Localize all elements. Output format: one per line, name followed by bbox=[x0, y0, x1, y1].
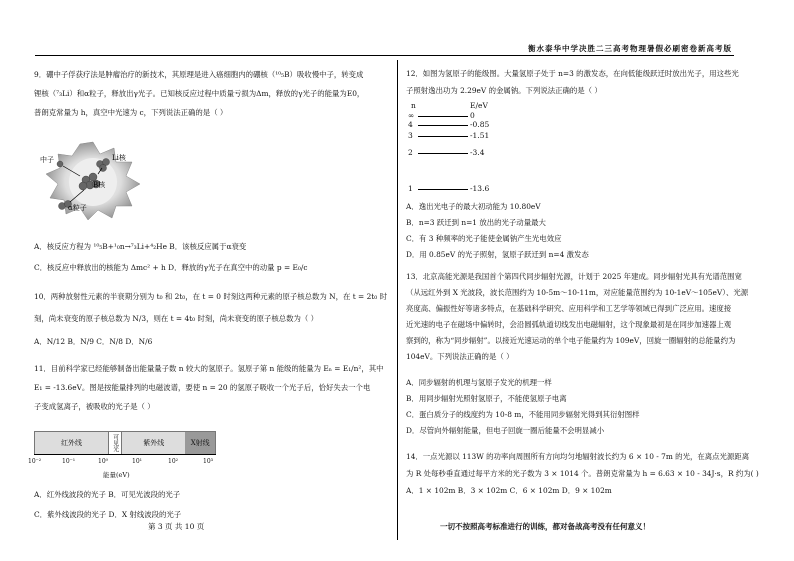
q11-line-1: 11．目前科学家已经能够制备出能量量子数 n 较大的氢原子。氢原子第 n 能级的能量为 Eₙ = E₁/n²，其中 bbox=[34, 364, 384, 373]
tick-1: 10⁻¹ bbox=[62, 458, 76, 465]
column-divider bbox=[397, 60, 398, 540]
tick-4: 10² bbox=[168, 458, 179, 465]
level-n-1: 1 bbox=[408, 184, 413, 193]
q11-opt-ab: A．红外线波段的光子 B．可见光波段的光子 bbox=[34, 490, 181, 499]
level-n-2: 2 bbox=[408, 148, 413, 157]
energy-level-diagram bbox=[408, 101, 518, 196]
q10-options: A．N/12 B．N/9 C．N/8 D．N/6 bbox=[34, 337, 153, 346]
q9-opt-ab: A．核反应方程为 ¹⁰₅B+¹₀n→⁷₃Li+⁴₂He B．该核反应属于α衰变 bbox=[34, 242, 247, 251]
q13-opt-d: D．尽管向外辐射能量，但电子回旋一圈后能量不会明显减小 bbox=[406, 426, 605, 435]
q10-line-1: 10．两种放射性元素的半衰期分别为 t₀ 和 2t₀，在 t = 0 时刻这两种元素的原子核总数为 N，在 t = 2t₀ 时 bbox=[34, 292, 387, 301]
q13-line-4: 近光速的电子在磁场中偏转时，会沿圆弧轨道切线发出电磁辐射，这个现象最初是在同步加速器上观 bbox=[406, 320, 732, 329]
page-header: 衡水泰华中学决胜二三高考物理暑假必刷密卷新高考版 bbox=[528, 44, 732, 53]
level-n-inf: ∞ bbox=[408, 111, 415, 120]
q13-line-6: 104eV。下列说法正确的是（ ） bbox=[406, 352, 514, 361]
footer-slogan: 一切不按照高考标准进行的训练，都对备战高考没有任何意义！ bbox=[440, 522, 650, 531]
em-spectrum-bar bbox=[34, 431, 216, 455]
tick-0: 10⁻² bbox=[28, 458, 42, 465]
label-b: B核 bbox=[93, 181, 106, 189]
tick-3: 10¹ bbox=[132, 458, 143, 465]
question-14 bbox=[406, 450, 766, 497]
q13-line-3: 亮度高、偏振性好等诸多特点，在基础科学研究、应用科学和工艺学等领域已得到广泛应用。速度接 bbox=[406, 304, 732, 313]
segment-ultraviolet: 紫外线 bbox=[122, 432, 185, 454]
tick-2: 10⁰ bbox=[98, 458, 109, 465]
q14-line-2: 为 R 处每秒垂直通过每平方米的光子数为 3 × 1014 个。普朗克常量为 h = 6.63 × 10 - 34J·s，R 约为( ) bbox=[406, 469, 759, 478]
tick-5: 10³ bbox=[203, 458, 214, 465]
segment-visible: 可见光 bbox=[108, 432, 122, 454]
spectrum-axis bbox=[34, 454, 216, 455]
q14-options: A．1 × 102m B．3 × 102m C．6 × 102m D．9 × 102m bbox=[406, 486, 612, 495]
q13-opt-a: A．同步辐射的机理与氢原子发光的机理一样 bbox=[406, 378, 552, 387]
header-rule bbox=[35, 55, 734, 56]
question-12 bbox=[406, 67, 766, 97]
segment-infrared: 红外线 bbox=[35, 432, 108, 454]
label-neutron: 中子 bbox=[40, 156, 54, 164]
label-alpha: α粒子 bbox=[68, 204, 87, 212]
q12-opt-b: B．n=3 跃迁到 n=1 放出的光子动量最大 bbox=[406, 218, 546, 227]
q12-line-2: 子照射逸出功为 2.29eV 的金属钠。下列说法正确的是（ ） bbox=[406, 86, 602, 95]
q9-opt-cd: C．核反应中释放出的核能为 Δmc² + h D．释放的γ光子在真空中的动量 p = E₀/c bbox=[34, 263, 308, 272]
level-e-3: -1.51 bbox=[470, 131, 490, 140]
q13-line-2: （从远红外到 X 光波段，波长范围约为 10-5m～10-11m，对应能量范围约为 10-1eV～105eV）、光源 bbox=[406, 288, 749, 297]
level-e-1: -13.6 bbox=[470, 184, 490, 193]
q13-opt-b: B．用同步辐射光照射氢原子，不能使氢原子电离 bbox=[406, 394, 567, 403]
q12-opt-c: C．有 3 种频率的光子能使金属钠产生光电效应 bbox=[406, 234, 562, 243]
q9-line-2: 锂核（⁷₃Li）和α粒子，释放出γ光子。已知核反应过程中质量亏损为Δm，释放的γ光子的能量为E0， bbox=[34, 89, 365, 98]
q13-line-5: 察到的，称为“同步辐射”。以接近光速运动的单个电子能量约为 109eV，回旋一圈辐射的总能量约为 bbox=[406, 336, 736, 345]
q10-line-2: 刻，尚未衰变的原子核总数为 N/3，则在 t = 4t₀ 时刻，尚未衰变的原子核总数为（ ） bbox=[34, 314, 319, 323]
q14-line-1: 14．一点光源以 113W 的功率向周围所有方向均匀地辐射波长约为 6 × 10 - 7m 的光，在离点光源距离 bbox=[406, 452, 750, 461]
level-n-label: n bbox=[411, 101, 416, 110]
q12-opt-a: A．逸出光电子的最大初动能为 10.80eV bbox=[406, 202, 541, 211]
spectrum-xlabel: 能量(eV) bbox=[103, 471, 130, 479]
level-n-3: 3 bbox=[408, 131, 413, 140]
question-11 bbox=[34, 362, 390, 413]
question-12-options bbox=[406, 200, 766, 261]
question-11-options bbox=[34, 488, 390, 521]
label-li: Li核 bbox=[112, 154, 126, 162]
question-9-options bbox=[34, 240, 390, 274]
q11-line-2: E₁ = -13.6eV。图是按能量排列的电磁波谱，要使 n = 20 的氢原子吸收一个光子后，恰好失去一个电 bbox=[34, 383, 371, 392]
q11-opt-cd: C．紫外线波段的光子 D．X 射线波段的光子 bbox=[34, 510, 182, 519]
q13-line-1: 13．北京高能光源是我国首个第四代同步辐射光源，计划于 2025 年建成。同步辐射光具有光谱范围宽 bbox=[406, 272, 742, 281]
question-13 bbox=[406, 270, 766, 363]
q12-line-1: 12．如图为氢原子的能级图。大量氢原子处于 n=3 的激发态，在向低能级跃迁时放出光子，用这些光 bbox=[406, 69, 739, 78]
level-e-4: -0.85 bbox=[470, 120, 490, 129]
page-number: 第 3 页 共 10 页 bbox=[148, 522, 205, 531]
q12-opt-d: D．用 0.85eV 的光子照射，氢原子跃迁到 n=4 激发态 bbox=[406, 250, 589, 259]
level-n-4: 4 bbox=[408, 120, 413, 129]
question-9 bbox=[34, 68, 390, 119]
segment-xray: X射线 bbox=[185, 432, 215, 454]
q9-line-3: 普朗克常量为 h，真空中光速为 c，下列说法正确的是（ ） bbox=[34, 108, 228, 117]
question-13-options bbox=[406, 376, 766, 437]
question-10 bbox=[34, 290, 390, 348]
q9-line-1: 9．硼中子俘获疗法是肿瘤治疗的新技术，其原理是进入癌细胞内的硼核（¹⁰₅B）吸收慢中子，转变成 bbox=[34, 70, 364, 79]
q13-opt-c: C．蛋白质分子的线度约为 10-8 m，不能用同步辐射光得到其衍射图样 bbox=[406, 410, 640, 419]
level-e-label: E/eV bbox=[470, 101, 488, 110]
boron-capture-figure bbox=[38, 140, 148, 220]
level-e-inf: 0 bbox=[470, 111, 475, 120]
q11-line-3: 子变成氢离子，被吸收的光子是（ ） bbox=[34, 402, 155, 411]
level-e-2: -3.4 bbox=[470, 148, 485, 157]
